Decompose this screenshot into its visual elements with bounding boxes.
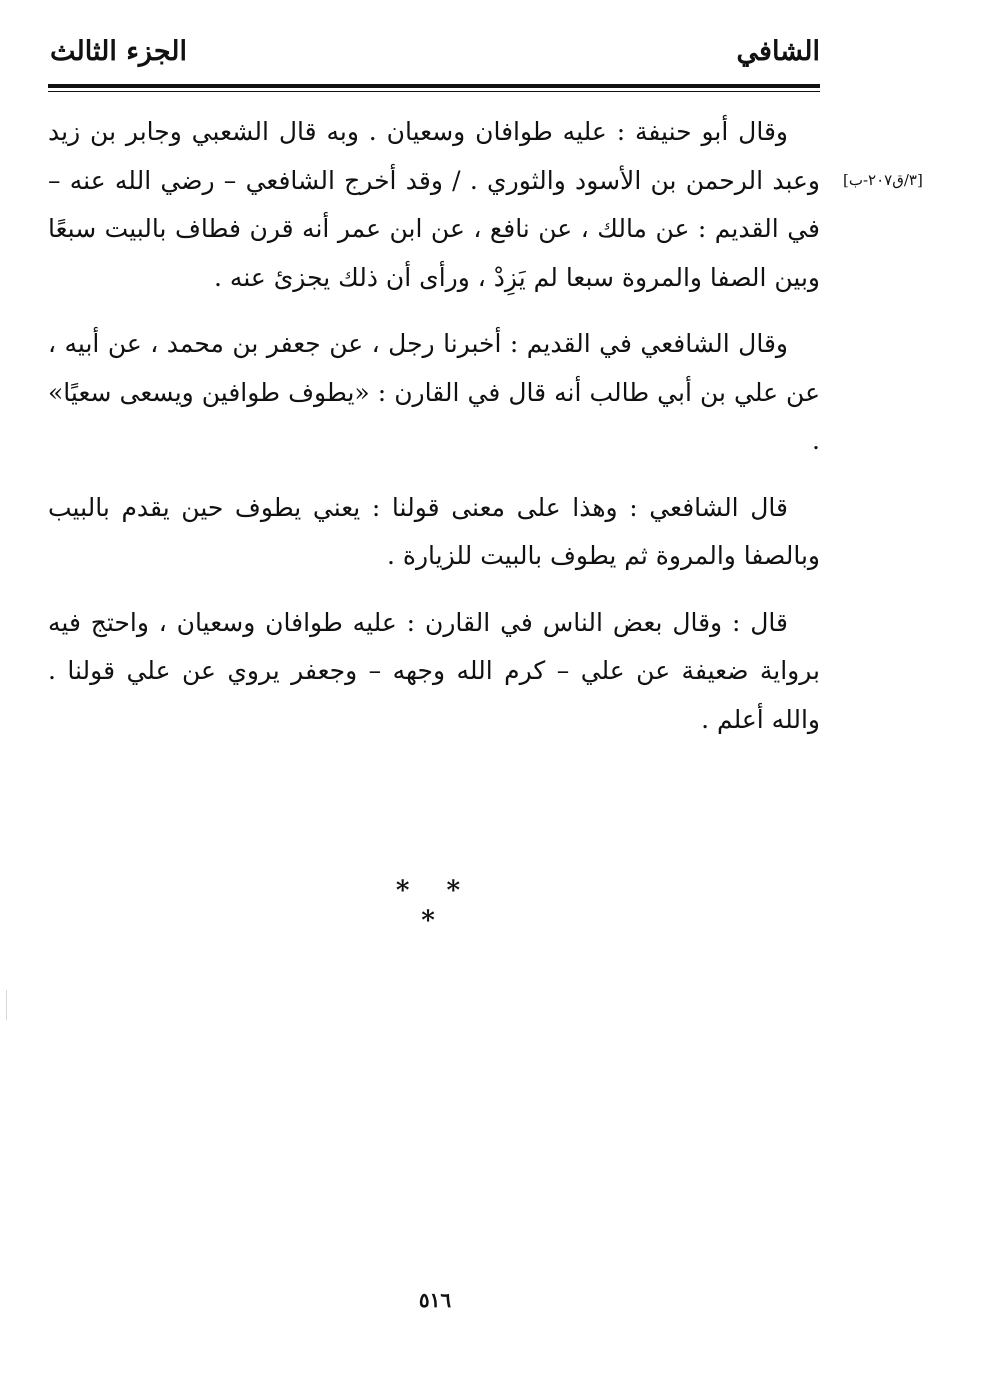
main-text [48, 108, 820, 762]
page-number: ٥١٦ [418, 1288, 452, 1312]
paragraph-1: وقال أبو حنيفة : عليه طوافان وسعيان . وبه قال الشعبي وجابر بن زيد وعبد الرحمن بن الأسود والثوري . / وقد أخرج الشافعي – رضي الله عنه – في القديم : عن مالك ، عن نافع ، عن ابن عمر أنه قرن فطاف بالبيت سبعًا وبين الصفا والمروة سبعا لم يَزِدْ ، ورأى أن ذلك يجزئ عنه . [48, 117, 820, 292]
scan-artifact-line [6, 990, 7, 1020]
manuscript-folio-note: [٣/ق٢٠٧-ب] [843, 171, 923, 189]
header-rule-thin [48, 91, 820, 92]
volume-label: الجزء الثالث [50, 36, 187, 67]
paragraph-2: وقال الشافعي في القديم : أخبرنا رجل ، عن جعفر بن محمد ، عن أبيه ، عن علي بن أبي طالب أنه قال في القارن : «يطوف طوافين ويسعى سعيًا» . [48, 329, 820, 455]
paragraph-3: قال الشافعي : وهذا على معنى قولنا : يعني يطوف حين يقدم بالبيب وبالصفا والمروة ثم يطوف بالبيت للزيارة . [48, 492, 820, 570]
section-divider: * * * [395, 876, 475, 936]
book-title: الشافي [736, 36, 820, 67]
paragraph-4: قال : وقال بعض الناس في القارن : عليه طوافان وسعيان ، واحتج فيه برواية ضعيفة عن علي – كرم الله وجهه – وجعفر يروي عن علي قولنا . والله أعلم . [48, 607, 820, 734]
running-header [50, 30, 820, 74]
header-rule-thick [48, 84, 820, 88]
